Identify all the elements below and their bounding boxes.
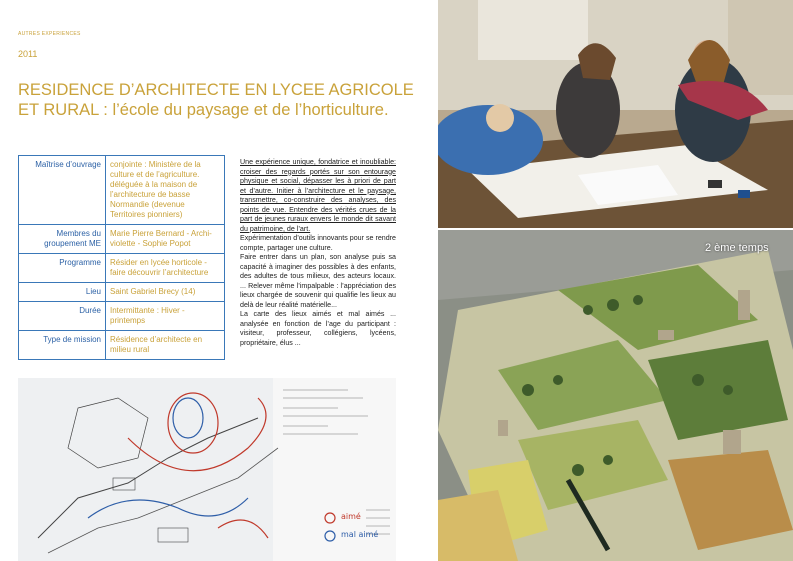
section-kicker: AUTRES EXPERIENCES — [18, 31, 81, 37]
landscape-model-photo — [438, 230, 793, 561]
row-label: Membres du groupement ME — [19, 225, 106, 254]
row-value: Résider en lycée horticole - faire découvrir l’architecture — [106, 254, 225, 283]
paragraph: Faire entrer dans un plan, son analyse puis sa capacité à imaginer des possibles à des enfants, des adultes de tous milieux, des acteurs locaux. ... Relever même l’impalpable : l’appréciation des lieux chargée de souvenir qui qualifie les lieux au delà de leur réalité matérielle... — [240, 253, 396, 309]
project-info-table — [18, 155, 225, 360]
row-value: Intermittante : Hiver - printemps — [106, 302, 225, 331]
table-row — [19, 156, 225, 225]
paragraph: La carte des lieux aimés et mal aimés ... analysée en fonction de l’age du participant : visiteur, professeur, collégiens, lycéens, propriétaire, élus ... — [240, 310, 396, 347]
row-label: Programme — [19, 254, 106, 283]
row-value: Marie Pierre Bernard - Archi-violette - Sophie Popot — [106, 225, 225, 254]
legend-disliked: mal aimé — [341, 530, 379, 539]
page-title: RESIDENCE D’ARCHITECTE EN LYCEE AGRICOLE ET RURAL : l’école du paysage et de l’horticulture. — [18, 81, 414, 119]
legend-loved: aimé — [341, 512, 361, 521]
workshop-photo — [438, 0, 793, 228]
row-label: Maîtrise d’ouvrage — [19, 156, 106, 225]
row-label: Lieu — [19, 283, 106, 302]
intro-paragraph: Une expérience unique, fondatrice et inoubliable: croiser des regards portés sur son entourage physique et social, dépasser les à priori de part et d’autre. Initier à l’architecture et le paysage, transmettre, co-construire des analyses, des points de vue. Entendre des vérités crues de la part de jeunes ruraux envers le monde dit savant du patrimoine, de l’art. — [240, 158, 396, 233]
table-row — [19, 283, 225, 302]
table-row — [19, 254, 225, 283]
sketch-map-photo — [18, 378, 396, 561]
table-row — [19, 225, 225, 254]
year-label: 2011 — [18, 49, 38, 59]
row-label: Type de mission — [19, 331, 106, 360]
row-value: Résidence d’architecte en milieu rural — [106, 331, 225, 360]
row-value: conjointe : Ministère de la culture et de l’agriculture. déléguée à la maison de l’architecture de basse Normandie (devenue Territoires pionniers) — [106, 156, 225, 225]
table-row — [19, 302, 225, 331]
body-text — [240, 158, 396, 348]
table-row — [19, 331, 225, 360]
row-value: Saint Gabriel Brecy (14) — [106, 283, 225, 302]
phase-tag: 2 ème temps — [705, 242, 769, 254]
paragraph: Expérimentation d’outils innovants pour se rendre compte, partager une culture. — [240, 234, 396, 252]
row-label: Durée — [19, 302, 106, 331]
